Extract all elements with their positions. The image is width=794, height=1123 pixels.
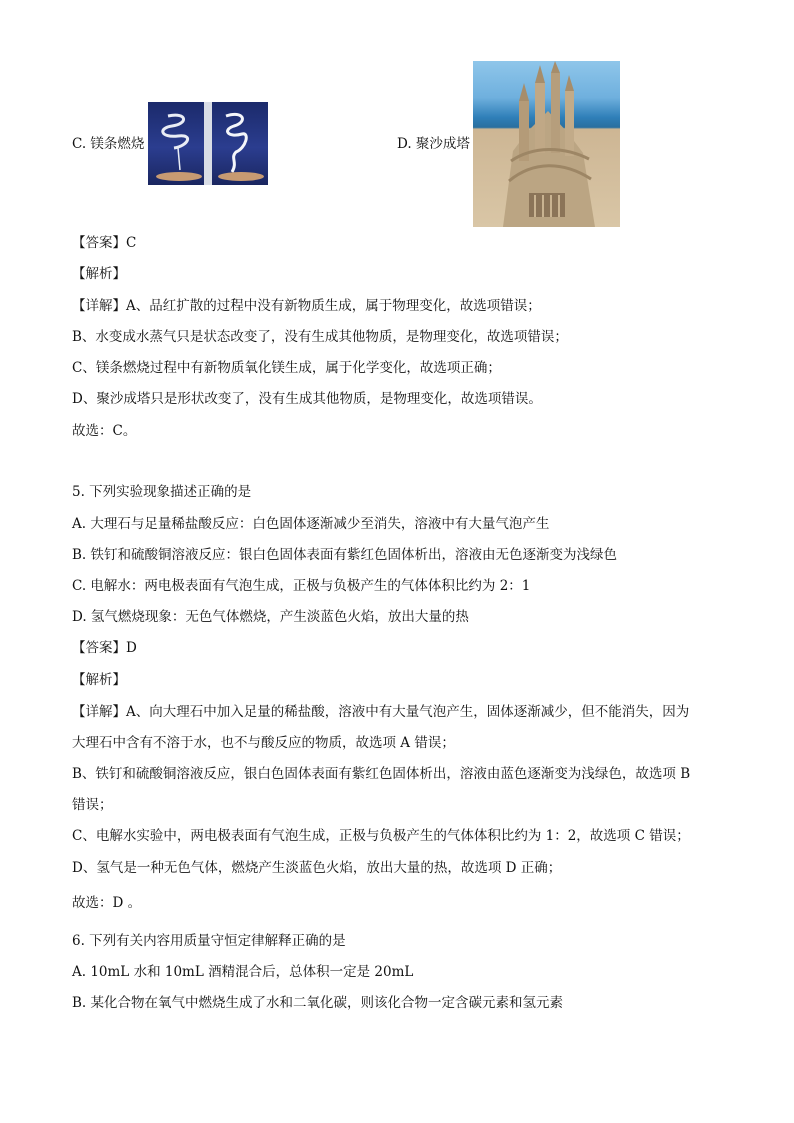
q4-detail-line: D、聚沙成塔只是形状改变了，没有生成其他物质，是物理变化，故选项错误。 <box>72 391 542 407</box>
q5-stem: 5. 下列实验现象描述正确的是 <box>72 484 252 500</box>
q5-detail-line: D、氢气是一种无色气体，燃烧产生淡蓝色火焰，放出大量的热，故选项 D 正确； <box>72 860 562 876</box>
q5-detail-line: C、电解水实验中，两电极表面有气泡生成，正极与负极产生的气体体积比约为 1：2，故选项 C 错误； <box>72 828 690 844</box>
q4-analysis-tag: 【解析】 <box>72 266 126 282</box>
q6-option-b: B. 某化合物在氧气中燃烧生成了水和二氧化碳，则该化合物一定含碳元素和氢元素 <box>72 995 564 1011</box>
q5-option-a: A. 大理石与足量稀盐酸反应：白色固体逐渐减少至消失，溶液中有大量气泡产生 <box>72 516 550 532</box>
q5-conclusion: 故选：D 。 <box>72 895 142 911</box>
q4-detail-line: 【详解】A、品红扩散的过程中没有新物质生成，属于物理变化，故选项错误； <box>72 298 541 314</box>
q5-detail-line: 错误； <box>72 797 113 813</box>
q4-answer: 【答案】C <box>72 235 137 251</box>
q5-analysis-tag: 【解析】 <box>72 672 126 688</box>
option-d-label: D. 聚沙成塔 <box>397 136 470 152</box>
q4-detail-line: B、水变成水蒸气只是状态改变了，没有生成其他物质，是物理变化，故选项错误； <box>72 329 568 345</box>
magnesium-burning-image <box>148 102 268 185</box>
q6-stem: 6. 下列有关内容用质量守恒定律解释正确的是 <box>72 933 346 949</box>
q5-option-d: D. 氢气燃烧现象：无色气体燃烧，产生淡蓝色火焰，放出大量的热 <box>72 609 469 625</box>
q5-option-b: B. 铁钉和硫酸铜溶液反应：银白色固体表面有紫红色固体析出，溶液由无色逐渐变为浅绿色 <box>72 547 618 563</box>
option-c-label: C. 镁条燃烧 <box>72 136 145 152</box>
q4-detail-line: C、镁条燃烧过程中有新物质氧化镁生成，属于化学变化，故选项正确； <box>72 360 501 376</box>
q5-answer: 【答案】D <box>72 640 137 656</box>
q5-detail-line: 大理石中含有不溶于水，也不与酸反应的物质，故选项 A 错误； <box>72 735 455 751</box>
q5-option-c: C. 电解水：两电极表面有气泡生成，正极与负极产生的气体体积比约为 2：1 <box>72 578 531 594</box>
q5-detail-line: B、铁钉和硫酸铜溶液反应，银白色固体表面有紫红色固体析出，溶液由蓝色逐渐变为浅绿色，故选项 B <box>72 766 691 782</box>
q4-conclusion: 故选：C。 <box>72 423 137 439</box>
sand-castle-image <box>473 61 620 227</box>
q5-detail-line: 【详解】A、向大理石中加入足量的稀盐酸，溶液中有大量气泡产生，固体逐渐减少，但不能消失，因为 <box>72 704 690 720</box>
q6-option-a: A. 10mL 水和 10mL 酒精混合后，总体积一定是 20mL <box>72 964 414 980</box>
